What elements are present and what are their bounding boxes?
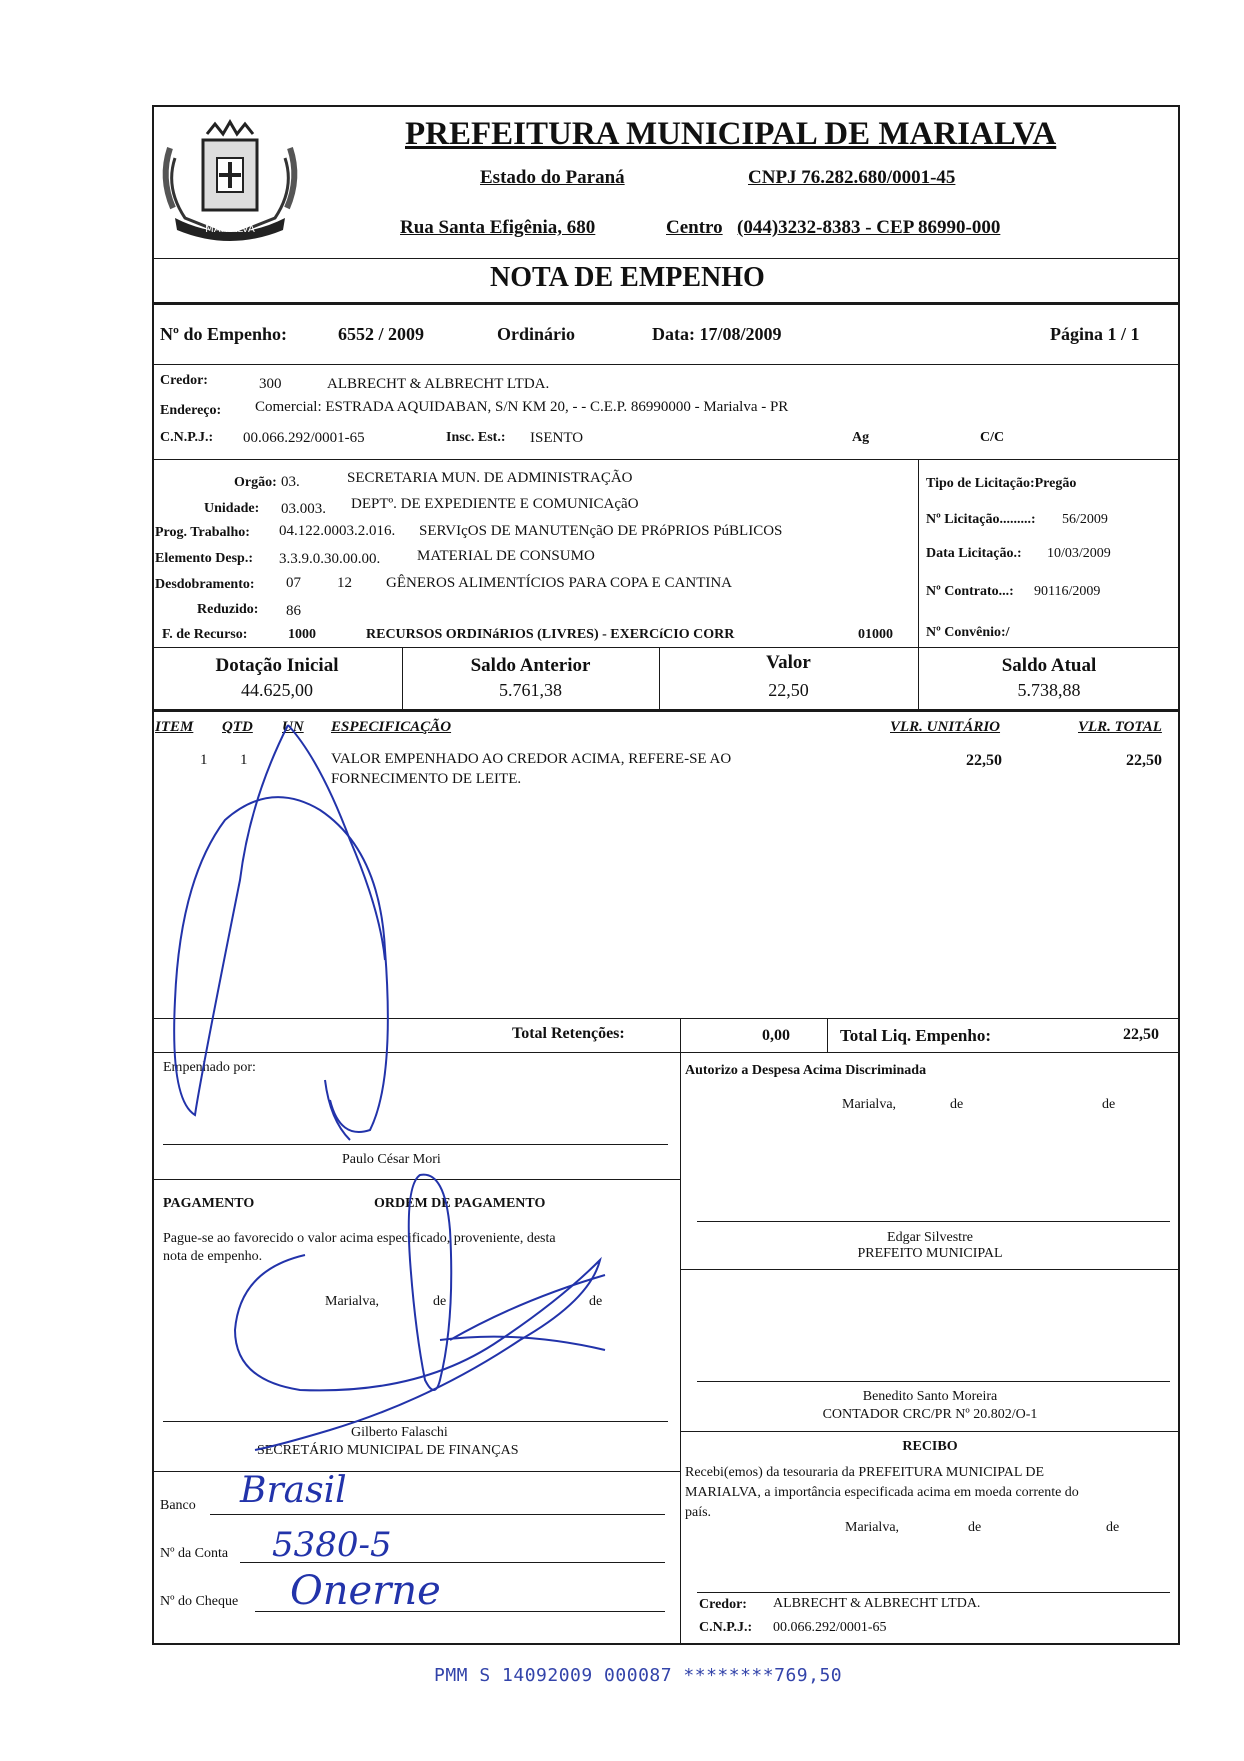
dotacao-label: Dotação Inicial <box>215 655 339 676</box>
empenhado-label: Empenhado por: <box>163 1060 256 1075</box>
tipo-licitacao: Tipo de Licitação:Pregão <box>926 476 1077 491</box>
empenhado-name: Paulo César Mori <box>342 1152 441 1167</box>
licitacao-num: 56/2009 <box>1062 512 1108 527</box>
pagamento-de1: de <box>433 1294 447 1309</box>
col-vlr-total: VLR. TOTAL <box>1078 719 1162 735</box>
dotacao-value: 44.625,00 <box>241 680 313 700</box>
licitacao-num-label: Nº Licitação.........: <box>926 512 1036 527</box>
recurso-label: F. de Recurso: <box>162 627 248 642</box>
page-number: Página 1 / 1 <box>1050 324 1140 344</box>
prog-code: 04.122.0003.2.016. <box>279 523 396 539</box>
divider <box>152 647 1180 648</box>
divider <box>152 1018 1180 1019</box>
unidade-label: Unidade: <box>204 501 260 516</box>
cheque-label: Nº do Cheque <box>160 1594 239 1609</box>
item-qtd: 1 <box>240 752 248 768</box>
desdobramento-label: Desdobramento: <box>155 577 255 592</box>
mechanical-stamp: PMM S 14092009 000087 ********769,50 <box>434 1665 843 1686</box>
divider <box>152 709 1180 712</box>
elemento-code: 3.3.9.0.30.00.00. <box>279 551 381 567</box>
desdobramento-code1: 07 <box>286 575 301 591</box>
pagamento-place: Marialva, <box>325 1294 380 1309</box>
recibo-credor: ALBRECHT & ALBRECHT LTDA. <box>773 1596 981 1611</box>
orgao-label: Orgão: <box>234 475 277 490</box>
item-espec-line2: FORNECIMENTO DE LEITE. <box>331 771 522 787</box>
municipal-crest-icon <box>155 118 305 248</box>
unidade-name: DEPTº. DE EXPEDIENTE E COMUNICAçãO <box>351 496 639 512</box>
prefeito-name: Edgar Silvestre <box>887 1230 973 1245</box>
item-vlr-unitario: 22,50 <box>966 752 1002 769</box>
recibo-text1: Recebi(emos) da tesouraria da PREFEITURA MUNICIPAL DE <box>685 1465 1045 1480</box>
autorizo-de2: de <box>1102 1097 1116 1112</box>
saldo-anterior-label: Saldo Anterior <box>470 655 591 676</box>
prog-label: Prog. Trabalho: <box>155 525 250 540</box>
recurso-code2: 01000 <box>858 627 893 642</box>
item-espec-line1: VALOR EMPENHADO AO CREDOR ACIMA, REFERE-SE AO <box>331 751 732 767</box>
recibo-de1: de <box>968 1520 982 1535</box>
pagamento-text1: Pague-se ao favorecido o valor acima especificado, proveniente, desta <box>163 1231 556 1246</box>
divider <box>680 1052 681 1645</box>
total-liq-value: 22,50 <box>1123 1026 1159 1043</box>
col-un: UN <box>282 719 304 735</box>
contrato-label: Nº Contrato...: <box>926 584 1014 599</box>
recibo-place: Marialva, <box>845 1520 900 1535</box>
credor-name: ALBRECHT & ALBRECHT LTDA. <box>327 376 550 392</box>
total-retencoes-label: Total Retenções: <box>512 1025 625 1042</box>
recibo-cnpj: 00.066.292/0001-65 <box>773 1620 887 1635</box>
signature-line <box>697 1592 1170 1593</box>
reduzido-value: 86 <box>286 603 301 619</box>
divider <box>680 1018 681 1052</box>
divider <box>152 302 1180 305</box>
col-vlr-unitario: VLR. UNITÁRIO <box>890 719 1001 735</box>
contrato-value: 90116/2009 <box>1034 584 1101 599</box>
recibo-credor-label: Credor: <box>699 1597 747 1612</box>
autorizo-de1: de <box>950 1097 964 1112</box>
banco-label: Banco <box>160 1498 196 1513</box>
divider <box>152 1179 680 1180</box>
credor-ie: ISENTO <box>530 430 584 446</box>
prefeito-role: PREFEITO MUNICIPAL <box>857 1246 1003 1261</box>
convenio-label: Nº Convênio:/ <box>926 625 1010 640</box>
item-number: 1 <box>200 752 208 768</box>
total-liq-label: Total Liq. Empenho: <box>840 1026 991 1045</box>
header-street: Rua Santa Efigênia, 680 <box>400 217 596 238</box>
elemento-name: MATERIAL DE CONSUMO <box>417 548 595 564</box>
credor-code: 300 <box>259 376 282 392</box>
prog-name: SERVIçOS DE MANUTENçãO DE PRóPRIOS PúBLICOS <box>419 523 783 539</box>
credor-address: Comercial: ESTRADA AQUIDABAN, S/N KM 20, - - C.E.P. 86990000 - Marialva - PR <box>255 399 789 415</box>
header-district: Centro <box>666 217 723 238</box>
banco-handwritten: Brasil <box>240 1470 347 1511</box>
recibo-title: RECIBO <box>902 1439 958 1454</box>
empenho-type: Ordinário <box>497 324 576 344</box>
pagamento-text2: nota de empenho. <box>163 1249 263 1264</box>
saldo-atual-label: Saldo Atual <box>1001 655 1097 676</box>
divider <box>152 258 1180 259</box>
valor-value: 22,50 <box>768 680 809 700</box>
recibo-cnpj-label: C.N.P.J.: <box>699 1620 753 1635</box>
reduzido-label: Reduzido: <box>197 602 259 617</box>
divider <box>918 459 919 647</box>
header-state: Estado do Paraná <box>480 167 625 188</box>
header-title: PREFEITURA MUNICIPAL DE MARIALVA <box>405 116 1057 152</box>
col-especificacao: ESPECIFICAÇÃO <box>331 719 452 735</box>
desdobramento-code2: 12 <box>337 575 352 591</box>
secretario-name: Gilberto Falaschi <box>351 1425 448 1440</box>
header-cnpj: CNPJ 76.282.680/0001-45 <box>748 167 956 188</box>
col-item: ITEM <box>155 719 194 735</box>
licitacao-data: 10/03/2009 <box>1047 546 1111 561</box>
orgao-code: 03. <box>281 474 300 490</box>
saldo-atual-value: 5.738,88 <box>1017 680 1081 700</box>
pagamento-de2: de <box>589 1294 603 1309</box>
pagamento-label: PAGAMENTO <box>163 1196 255 1211</box>
contador-role: CONTADOR CRC/PR Nº 20.802/O-1 <box>822 1407 1038 1422</box>
doc-title: NOTA DE EMPENHO <box>490 262 765 293</box>
signature-line <box>697 1221 1170 1222</box>
conta-label: Nº da Conta <box>160 1546 229 1561</box>
empenho-number-label: Nº do Empenho: <box>160 324 287 344</box>
autorizo-place: Marialva, <box>842 1097 897 1112</box>
total-retencoes-value: 0,00 <box>762 1027 790 1044</box>
cnpj-label: C.N.P.J.: <box>160 430 214 445</box>
address-label: Endereço: <box>160 403 222 418</box>
divider <box>680 1431 1180 1432</box>
divider <box>152 1052 1180 1053</box>
divider <box>152 1471 680 1472</box>
unidade-code: 03.003. <box>281 501 326 517</box>
credor-label: Credor: <box>160 373 208 388</box>
orgao-name: SECRETARIA MUN. DE ADMINISTRAÇÃO <box>347 470 633 486</box>
conta-handwritten: 5380-5 <box>272 1525 392 1565</box>
empenho-date: Data: 17/08/2009 <box>652 324 782 344</box>
signature-line <box>163 1144 668 1145</box>
desdobramento-name: GÊNEROS ALIMENTÍCIOS PARA COPA E CANTINA <box>386 575 733 591</box>
saldo-anterior-value: 5.761,38 <box>499 680 562 700</box>
elemento-label: Elemento Desp.: <box>155 551 253 566</box>
cc-label: C/C <box>980 430 1005 445</box>
valor-label: Valor <box>766 652 811 673</box>
col-qtd: QTD <box>222 719 253 735</box>
item-vlr-total: 22,50 <box>1126 752 1162 769</box>
secretario-role: SECRETÁRIO MUNICIPAL DE FINANÇAS <box>257 1443 519 1458</box>
credor-cnpj: 00.066.292/0001-65 <box>243 430 365 446</box>
recibo-text2: MARIALVA, a importância especificada acima em moeda corrente do <box>685 1485 1079 1500</box>
header-phone-cep: (044)3232-8383 - CEP 86990-000 <box>737 217 1001 238</box>
ie-label: Insc. Est.: <box>446 430 506 445</box>
divider <box>152 364 1180 365</box>
svg-text:MARIALVA: MARIALVA <box>205 224 255 235</box>
recibo-de2: de <box>1106 1520 1120 1535</box>
recibo-text3: país. <box>685 1505 712 1520</box>
autorizo-label: Autorizo a Despesa Acima Discriminada <box>685 1063 927 1078</box>
recurso-code: 1000 <box>288 627 316 642</box>
ordem-pagamento-label: ORDEM DE PAGAMENTO <box>374 1196 546 1211</box>
recurso-name: RECURSOS ORDINáRIOS (LIVRES) - EXERCíCIO CORR <box>366 627 735 642</box>
divider <box>680 1269 1180 1270</box>
divider <box>152 459 1180 460</box>
licitacao-data-label: Data Licitação.: <box>926 546 1022 561</box>
empenho-number: 6552 / 2009 <box>338 324 425 344</box>
contador-name: Benedito Santo Moreira <box>862 1389 998 1404</box>
signature-line <box>697 1381 1170 1382</box>
divider <box>827 1018 828 1052</box>
ag-label: Ag <box>852 430 870 445</box>
signature-line <box>163 1421 668 1422</box>
banco-line <box>210 1514 665 1515</box>
cheque-handwritten: Onerne <box>290 1568 441 1614</box>
